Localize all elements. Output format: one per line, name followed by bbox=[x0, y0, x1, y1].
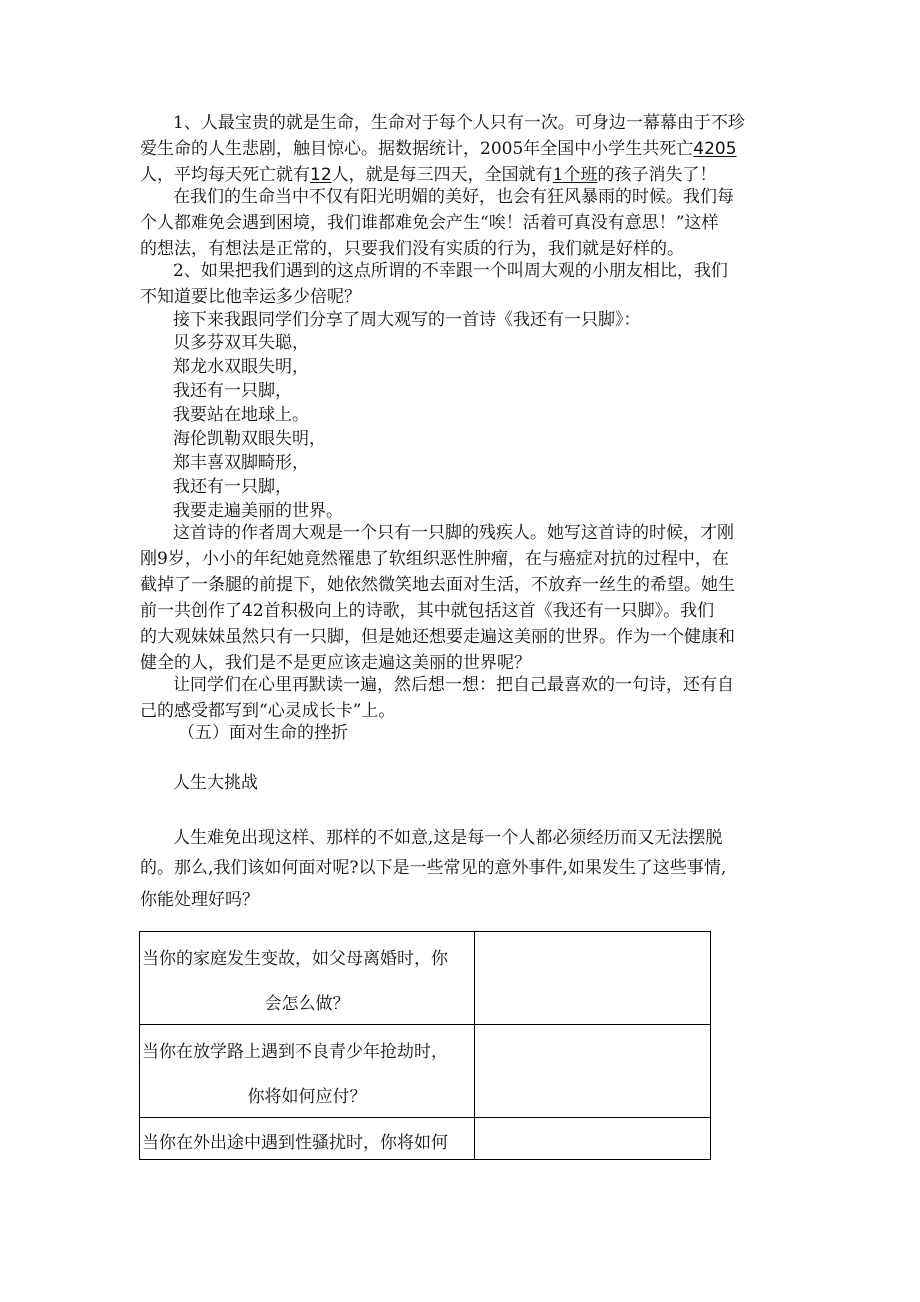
para1-line3-text-a: 人，平均每天死亡就有 bbox=[140, 165, 310, 185]
para4-line6: 健全的人，我们是不是更应该走遍这美丽的世界呢？ bbox=[140, 653, 531, 673]
para3-line1: 2、如果把我们遇到的这点所谓的不幸跟一个叫周大观的小朋友相比，我们 bbox=[173, 261, 728, 281]
section-title: （五）面对生命的挫折 bbox=[178, 723, 348, 743]
poem-line: 郑丰喜双脚畸形， bbox=[173, 453, 309, 473]
poem-line: 我还有一只脚， bbox=[173, 477, 292, 497]
para1-line2 bbox=[140, 136, 737, 162]
answer-cell[interactable] bbox=[475, 932, 711, 1025]
death-count: 4205 bbox=[693, 139, 737, 159]
poem-line: 我要走遍美丽的世界。 bbox=[173, 501, 343, 521]
para4-line4: 前一共创作了42首积极向上的诗歌，其中就包括这首《我还有一只脚》。我们 bbox=[140, 601, 715, 621]
poem-line: 我要站在地球上。 bbox=[173, 405, 309, 425]
para4-line1: 这首诗的作者周大观是一个只有一只脚的残疾人。她写这首诗的时候，才刚 bbox=[173, 523, 734, 543]
para2-line3: 的想法，有想法是正常的，只要我们没有实质的行为，我们就是好样的。 bbox=[140, 239, 684, 259]
para6-line3: 你能处理好吗？ bbox=[140, 890, 259, 910]
para1-line3-text-b: 人，就是每三四天，全国就有 bbox=[331, 165, 553, 185]
poem-line: 海伦凯勒双眼失明， bbox=[173, 429, 326, 449]
table-row bbox=[140, 1118, 711, 1160]
poem-line: 郑龙水双眼失明， bbox=[173, 357, 309, 377]
para1-line3-text-c: 的孩子消失了！ bbox=[597, 165, 717, 185]
para1-line2-text: 爱生命的人生悲剧，触目惊心。据数据统计，2005年全国中小学生共死亡 bbox=[140, 139, 694, 159]
table-row bbox=[140, 932, 711, 1025]
para4-line5: 的大观妹妹虽然只有一只脚，但是她还想要走遍这美丽的世界。作为一个健康和 bbox=[140, 627, 735, 647]
para2-line1: 在我们的生命当中不仅有阳光明媚的美好，也会有狂风暴雨的时候。我们每 bbox=[173, 187, 734, 207]
table-row bbox=[140, 1025, 711, 1118]
question-line1: 当你的家庭发生变故，如父母离婚时，你 bbox=[142, 949, 448, 969]
daily-death-count: 12 bbox=[310, 165, 332, 185]
para4-line2: 刚9岁，小小的年纪她竟然罹患了软组织恶性肿瘤，在与癌症对抗的过程中，在 bbox=[140, 549, 729, 569]
poem-line: 我还有一只脚， bbox=[173, 381, 292, 401]
para5-line1: 让同学们在心里再默读一遍，然后想一想：把自己最喜欢的一句诗，还有自 bbox=[173, 675, 734, 695]
para6-line2: 的。那么,我们该如何面对呢?以下是一些常见的意外事件,如果发生了这些事情, bbox=[140, 858, 727, 878]
para1-line1: 1、人最宝贵的就是生命，生命对于每个人只有一次。可身边一幕幕由于不珍 bbox=[173, 113, 745, 133]
poem-intro: 接下来我跟同学们分享了周大观写的一首诗《我还有一只脚》： bbox=[173, 310, 641, 330]
para3-line2: 不知道要比他幸运多少倍呢？ bbox=[140, 287, 361, 307]
question-cell bbox=[140, 1025, 475, 1118]
question-line1: 当你在外出途中遇到性骚扰时，你将如何 bbox=[142, 1133, 448, 1153]
question-cell bbox=[140, 1118, 475, 1160]
para6-line1: 人生难免出现这样、那样的不如意,这是每一个人都必须经历而又无法摆脱 bbox=[173, 828, 723, 848]
class-count: 1个班 bbox=[552, 165, 598, 185]
poem-line: 贝多芬双耳失聪， bbox=[173, 333, 309, 353]
question-line1: 当你在放学路上遇到不良青少年抢劫时， bbox=[142, 1042, 448, 1062]
answer-cell[interactable] bbox=[475, 1118, 711, 1160]
para4-line3: 截掉了一条腿的前提下，她依然微笑地去面对生活，不放弃一丝生的希望。她生 bbox=[140, 575, 735, 595]
challenge-title: 人生大挑战 bbox=[173, 773, 258, 793]
para2-line2: 个人都难免会遇到困境，我们谁都难免会产生“唉！活着可真没有意思！”这样 bbox=[140, 213, 719, 233]
question-line2: 会怎么做？ bbox=[264, 994, 350, 1014]
challenge-table bbox=[139, 931, 711, 1160]
para5-line2: 己的感受都写到“心灵成长卡”上。 bbox=[140, 701, 396, 721]
question-cell bbox=[140, 932, 475, 1025]
question-line2: 你将如何应付？ bbox=[247, 1087, 367, 1107]
answer-cell[interactable] bbox=[475, 1025, 711, 1118]
